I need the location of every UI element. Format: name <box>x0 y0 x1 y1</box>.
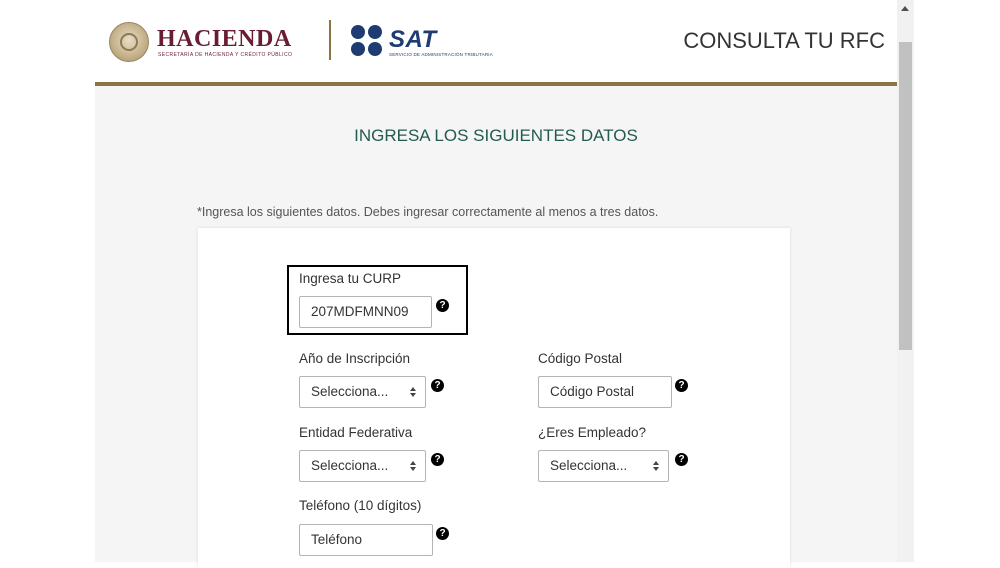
header <box>95 0 897 86</box>
cp-help-icon[interactable]: ? <box>675 379 688 392</box>
logo-divider <box>329 20 331 60</box>
entidad-help-icon[interactable]: ? <box>431 453 444 466</box>
page <box>95 0 897 562</box>
form-card <box>198 228 790 568</box>
sat-logo-text: SAT <box>389 26 437 53</box>
entidad-selected-value: Selecciona... <box>311 458 389 473</box>
section-title: INGRESA LOS SIGUIENTES DATOS <box>354 126 638 145</box>
scroll-up-arrow-icon[interactable] <box>897 0 914 17</box>
sat-subtitle: SERVICIO DE ADMINISTRACIÓN TRIBUTARIA <box>389 52 493 57</box>
anio-help-icon[interactable]: ? <box>431 379 444 392</box>
scrollbar-thumb[interactable] <box>899 42 912 350</box>
select-arrows-icon <box>410 386 416 400</box>
entidad-label: Entidad Federativa <box>299 425 413 440</box>
empleado-selected-value: Selecciona... <box>550 458 628 473</box>
curp-help-icon[interactable]: ? <box>436 299 449 312</box>
telefono-help-icon[interactable]: ? <box>436 527 449 540</box>
empleado-help-icon[interactable]: ? <box>675 453 688 466</box>
hacienda-subtitle: SECRETARÍA DE HACIENDA Y CRÉDITO PÚBLICO <box>158 52 293 58</box>
cp-input[interactable]: Código Postal <box>538 376 672 408</box>
entidad-select[interactable] <box>299 450 426 482</box>
curp-input[interactable]: 207MDFMNN09 <box>299 296 432 328</box>
telefono-input[interactable]: Teléfono <box>299 524 433 556</box>
empleado-label: ¿Eres Empleado? <box>538 425 647 440</box>
mexico-seal-logo <box>109 22 149 62</box>
cp-label: Código Postal <box>538 351 623 366</box>
empleado-select[interactable] <box>538 450 669 482</box>
vertical-scrollbar[interactable] <box>897 0 914 562</box>
anio-label: Año de Inscripción <box>299 351 411 366</box>
select-arrows-icon <box>653 460 659 474</box>
instructions-text: *Ingresa los siguientes datos. Debes ingresar correctamente al menos a tres datos. <box>197 205 659 219</box>
curp-label: Ingresa tu CURP <box>299 271 402 286</box>
select-arrows-icon <box>410 460 416 474</box>
anio-selected-value: Selecciona... <box>311 384 389 399</box>
anio-select[interactable] <box>299 376 426 408</box>
page-title: CONSULTA TU RFC <box>683 28 885 53</box>
telefono-label: Teléfono (10 dígitos) <box>299 498 422 513</box>
hacienda-logo-text: HACIENDA <box>157 26 292 52</box>
sat-logo-icon <box>351 25 383 57</box>
